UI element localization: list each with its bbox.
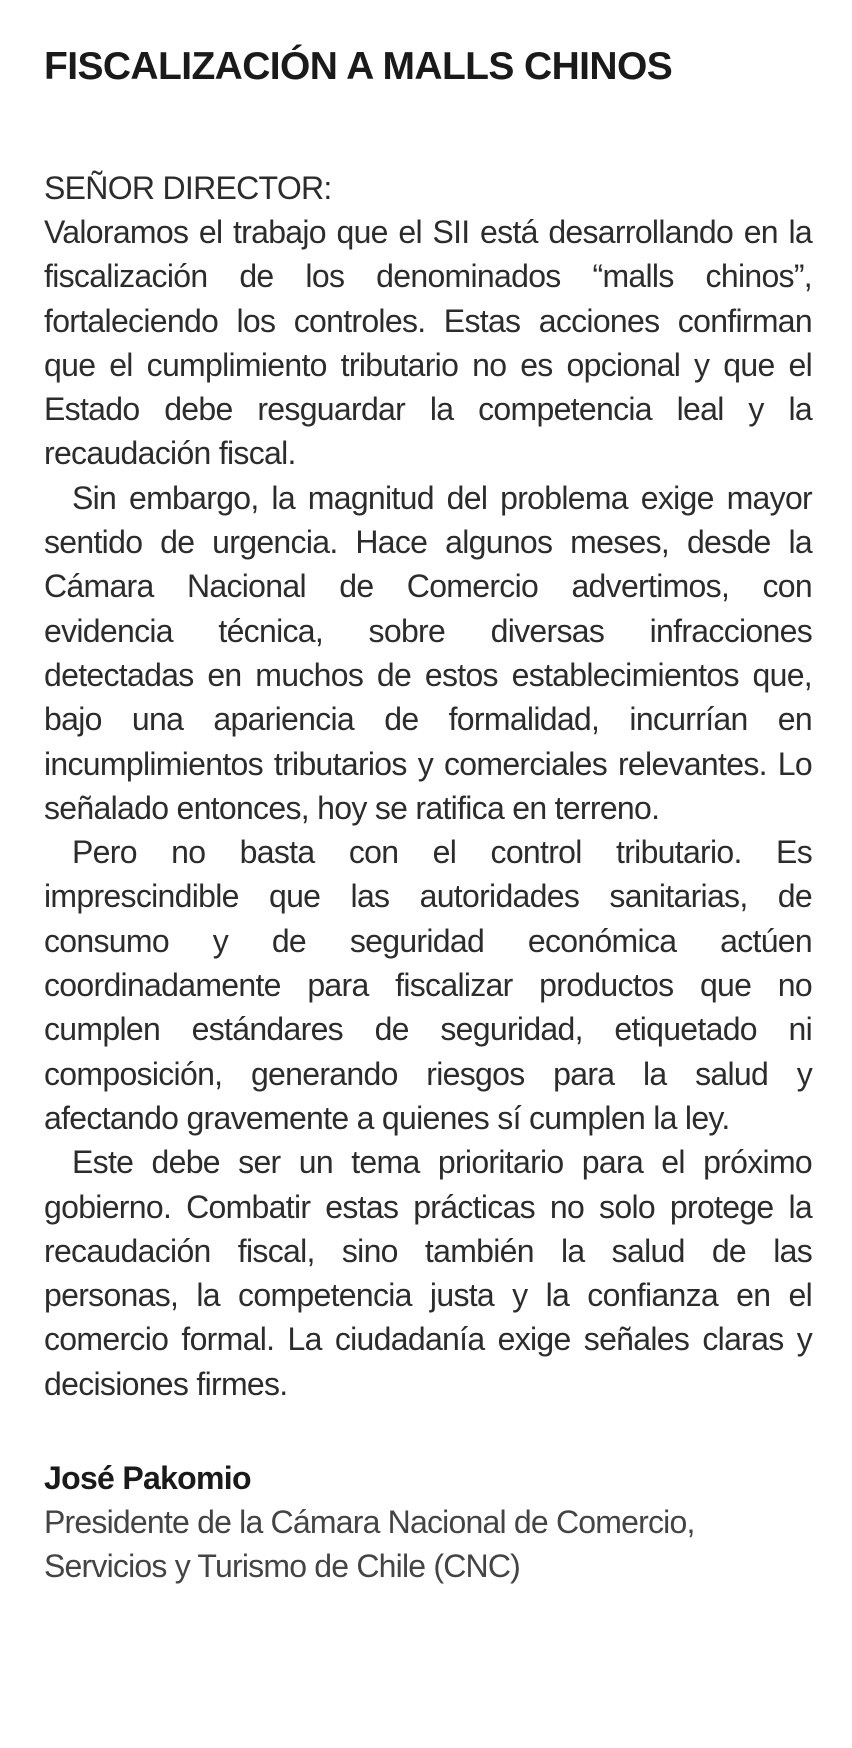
paragraph-3: Pero no basta con el control tributario. Es imprescindible que las autoridades sanitarias, de consumo y de seguridad económica actúen coordinadamente para fiscalizar productos que no cumplen estándares de seguridad, etiquetado ni composición, generando riesgos para la salud y afectando gravemente a quienes sí cumplen la ley. [44,834,812,1136]
paragraph-4: Este debe ser un tema prioritario para el próximo gobierno. Combatir estas prácticas no solo protege la recaudación fiscal, sino también la salud de las personas, la competencia justa y la confianza en el comercio formal. La ciudadanía exige señales claras y decisiones firmes. [44,1144,812,1402]
signature-block [44,1456,812,1588]
author-name: José Pakomio [44,1460,251,1497]
headline: FISCALIZACIÓN A MALLS CHINOS [44,45,673,88]
salutation: SEÑOR DIRECTOR: [44,170,332,206]
letter-body [44,210,812,1406]
author-role-line-2: Servicios y Turismo de Chile (CNC) [44,1548,521,1585]
paragraph-1: Valoramos el trabajo que el SII está desarrollando en la fiscalización de los denominados “malls chinos”, fortaleciendo los controles. Estas acciones confirman que el cumplimiento tributario no es opcional y que el Estado debe resguardar la competencia leal y la recaudación fiscal. [44,214,812,472]
paragraph-2: Sin embargo, la magnitud del problema exige mayor sentido de urgencia. Hace algunos meses, desde la Cámara Nacional de Comercio advertimos, con evidencia técnica, sobre diversas infracciones detectadas en muchos de estos establecimientos que, bajo una apariencia de formalidad, incurrían en incumplimientos tributarios y comerciales relevantes. Lo señalado entonces, hoy se ratifica en terreno. [44,479,812,826]
author-role-line-1: Presidente de la Cámara Nacional de Comercio, [44,1504,695,1541]
